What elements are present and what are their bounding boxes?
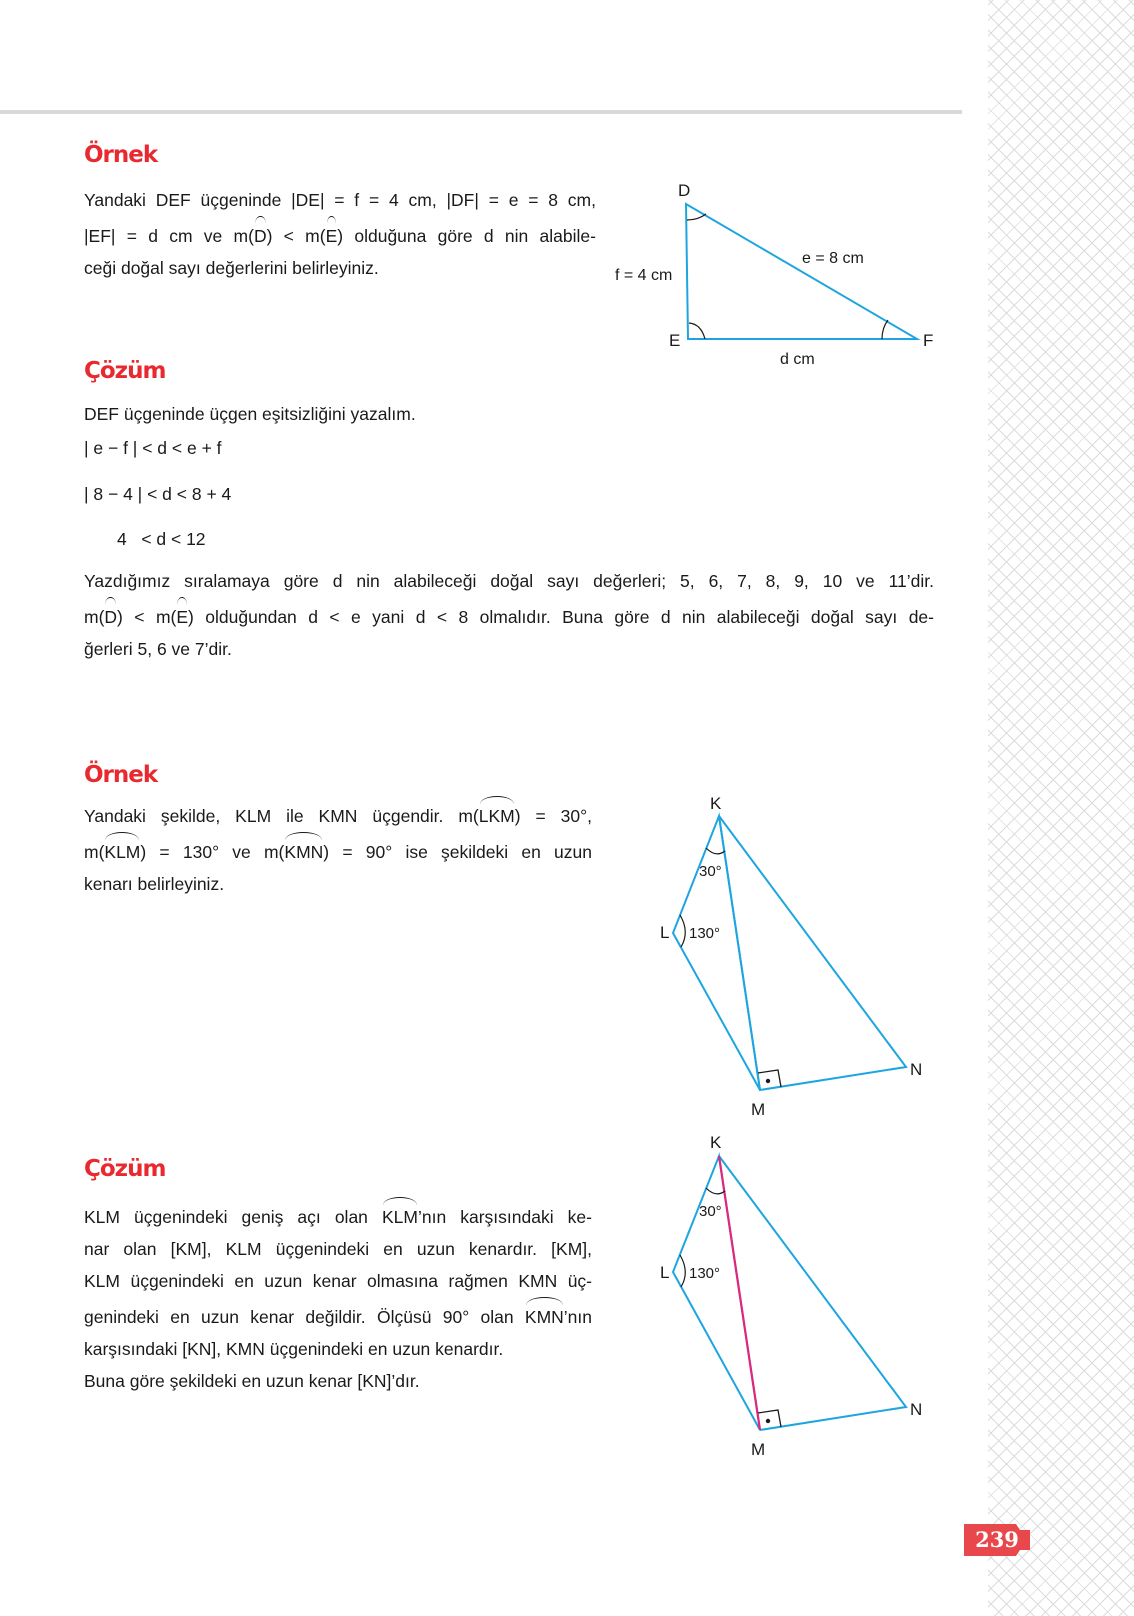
solution1-line4: ğerleri 5, 6 ve 7’dir. bbox=[84, 639, 232, 659]
solution2-line3: KLM üçgenindeki en uzun kenar olmasına rağmen KMN üç- bbox=[84, 1271, 592, 1291]
example1-heading: Örnek bbox=[84, 142, 158, 168]
side-d-label: d cm bbox=[780, 351, 815, 368]
vertex-m-label: M bbox=[751, 1440, 766, 1459]
example2-line3: kenarı belirleyiniz. bbox=[84, 874, 225, 894]
inequality-general: | e − f | < d < e + f bbox=[84, 438, 222, 458]
page-number: 239 bbox=[975, 1527, 1019, 1552]
solution2-line5: karşısındaki [KN], KMN üçgenindeki en uzun kenardır. bbox=[84, 1339, 504, 1359]
kmn-triangle bbox=[719, 1156, 906, 1430]
vertex-m-label: M bbox=[751, 1100, 766, 1119]
km-side-highlight bbox=[719, 1156, 760, 1430]
solution1-intro: DEF üçgeninde üçgen eşitsizliğini yazalım. bbox=[84, 404, 416, 424]
angle-k-arc bbox=[706, 1188, 725, 1194]
vertex-e-label: E bbox=[669, 331, 681, 350]
angle-l-label: 130° bbox=[689, 1265, 721, 1282]
vertex-k-label: K bbox=[710, 1133, 722, 1152]
example1-line2: |EF| = d cm ve m(D) < m(E) olduğuna göre d nin alabile- bbox=[84, 216, 596, 252]
solution1-line2: Yazdığımız sıralamaya göre d nin alabileceği doğal sayı değerleri; 5, 6, 7, 8, 9, 10 ve 11’dir. bbox=[84, 571, 934, 591]
vertex-d-label: D bbox=[678, 181, 691, 200]
solution2-heading: Çözüm bbox=[84, 1156, 166, 1182]
solution2-line6: Buna göre şekildeki en uzun kenar [KN]’dır. bbox=[84, 1371, 420, 1391]
vertex-f-label: F bbox=[923, 331, 934, 350]
klm-triangle bbox=[673, 1156, 760, 1430]
vertex-n-label: N bbox=[910, 1400, 923, 1419]
angle-l-arc bbox=[680, 1255, 685, 1287]
example1-line1: Yandaki DEF üçgeninde |DE| = f = 4 cm, |DF| = e = 8 cm, bbox=[84, 190, 596, 210]
solution2-line1: KLM üçgenindeki geniş açı olan KLM’nın karşısındaki ke- bbox=[84, 1197, 592, 1233]
solution2-line4: genindeki en uzun kenar değildir. Ölçüsü 90° olan KMN’nın bbox=[84, 1297, 592, 1333]
inequality-result: 4 < d < 12 bbox=[117, 529, 206, 549]
page-number-tab bbox=[964, 1524, 1030, 1556]
vertex-l-label: L bbox=[660, 923, 670, 942]
angle-k-label: 30° bbox=[699, 863, 722, 880]
example2-line1: Yandaki şekilde, KLM ile KMN üçgendir. m(LKM) = 30°, bbox=[84, 796, 592, 832]
example1-line3: ceği doğal sayı değerlerini belirleyiniz. bbox=[84, 258, 379, 278]
example2-line2: m(KLM) = 130° ve m(KMN) = 90° ise şekildeki en uzun bbox=[84, 832, 592, 868]
solution1-heading: Çözüm bbox=[84, 358, 166, 384]
example2-heading: Örnek bbox=[84, 762, 158, 788]
angle-l-label: 130° bbox=[689, 925, 721, 942]
vertex-k-label: K bbox=[710, 794, 722, 813]
right-angle-mark bbox=[758, 1410, 781, 1427]
inequality-substituted: | 8 − 4 | < d < 8 + 4 bbox=[84, 484, 232, 504]
solution2-line2: nar olan [KM], KLM üçgenindeki en uzun kenardır. [KM], bbox=[84, 1239, 592, 1259]
angle-k-label: 30° bbox=[699, 1203, 722, 1220]
vertex-l-label: L bbox=[660, 1263, 670, 1282]
right-angle-dot bbox=[766, 1419, 770, 1423]
solution1-line3: m(D) < m(E) olduğundan d < e yani d < 8 olmalıdır. Buna göre d nin alabileceği doğal sayı de- bbox=[84, 597, 934, 633]
side-f-label: f = 4 cm bbox=[615, 267, 673, 284]
vertex-n-label: N bbox=[910, 1060, 923, 1079]
side-e-label: e = 8 cm bbox=[802, 250, 864, 267]
